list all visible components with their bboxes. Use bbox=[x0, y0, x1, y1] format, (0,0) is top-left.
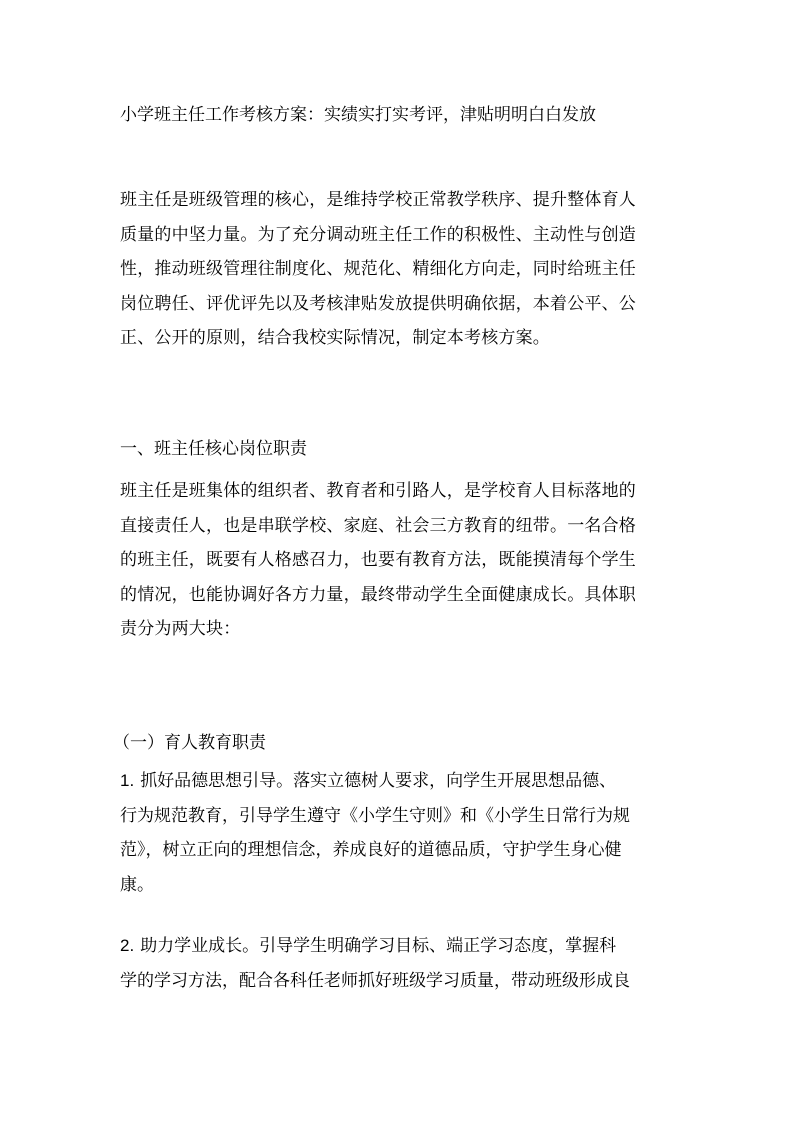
section-heading: 一、班主任核心岗位职责 bbox=[120, 439, 307, 459]
list-item-line: 行为规范教育，引导学生遵守《小学生守则》和《小学生日常行为规 bbox=[120, 805, 630, 826]
list-item-number: 2. bbox=[120, 936, 135, 955]
section-line: 责分为两大块： bbox=[120, 619, 241, 639]
list-item bbox=[120, 929, 680, 998]
subsection-heading: （一）育人教育职责 bbox=[113, 733, 266, 753]
list-item-number: 1. bbox=[120, 771, 135, 790]
document-title: 小学班主任工作考核方案：实绩实打实考评，津贴明明白白发放 bbox=[120, 105, 596, 125]
list-item-text: 抓好品德思想引导。落实立德树人要求，向学生开展思想品德、 bbox=[140, 771, 617, 791]
list-item-line: 范》，树立正向的理想信念，养成良好的道德品质，守护学生身心健 bbox=[120, 840, 622, 860]
section-paragraph bbox=[120, 474, 680, 647]
list-item-line: 康。 bbox=[120, 874, 154, 895]
intro-line: 质量的中坚力量。为了充分调动班主任工作的积极性、主动性与创造 bbox=[120, 224, 636, 245]
intro-paragraph bbox=[120, 183, 680, 356]
intro-line: 班主任是班级管理的核心，是维持学校正常教学秩序、提升整体育人 bbox=[120, 190, 636, 210]
section-line: 直接责任人，也是串联学校、家庭、社会三方教育的纽带。一名合格 bbox=[120, 515, 636, 536]
intro-line: 岗位聘任、评优评先以及考核津贴发放提供明确依据，本着公平、公 bbox=[120, 293, 636, 314]
list-item-line bbox=[120, 764, 680, 799]
list-item bbox=[120, 764, 680, 902]
intro-line: 性，推动班级管理往制度化、规范化、精细化方向走，同时给班主任 bbox=[120, 259, 636, 279]
list-item-line bbox=[120, 929, 680, 964]
list-item-text: 助力学业成长。引导学生明确学习目标、端正学习态度，掌握科 bbox=[140, 936, 617, 956]
section-line: 的班主任，既要有人格感召力，也要有教育方法，既能摸清每个学生 bbox=[120, 550, 636, 570]
section-line: 班主任是班集体的组织者、教育者和引路人，是学校育人目标落地的 bbox=[120, 481, 636, 501]
section-line: 的情况，也能协调好各方力量，最终带动学生全面健康成长。具体职 bbox=[120, 584, 636, 605]
intro-line: 正、公开的原则，结合我校实际情况，制定本考核方案。 bbox=[120, 328, 550, 348]
list-item-line: 学的学习方法，配合各科任老师抓好班级学习质量，带动班级形成良 bbox=[120, 970, 630, 991]
